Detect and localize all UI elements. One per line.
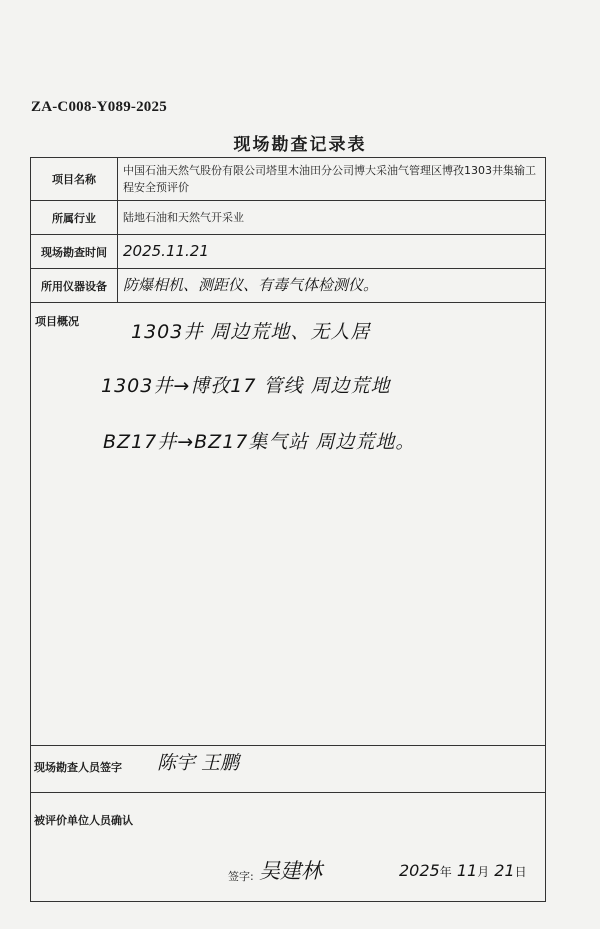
overview-line: BZ17井→BZ17集气站 周边荒地。 [103,431,416,453]
date-month: 11 [456,861,478,880]
table-row [31,158,546,201]
overview-label: 项目概况 [35,315,79,328]
industry-label: 所属行业 [31,201,118,235]
date-month-unit: 月 [477,865,490,879]
project-name-value: 中国石油天然气股份有限公司塔里木油田分公司博大采油气管理区博孜1303井集输工程安全预评价 [118,158,546,201]
confirmation-label: 被评价单位人员确认 [34,814,133,827]
confirmation-date [399,861,527,880]
equipment-label: 所用仪器设备 [31,269,118,303]
overview-line: 1303井 周边荒地、无人居 [131,321,371,343]
confirmation-cell [31,793,546,902]
page-title: 现场勘查记录表 [233,135,367,155]
table-row [31,746,546,793]
overview-cell [31,303,546,746]
industry-value: 陆地石油和天然气开采业 [118,201,546,235]
table-row [31,201,546,235]
overview-line: 1303井→博孜17 管线 周边荒地 [101,375,391,397]
survey-record-table [30,157,546,902]
date-day: 21 [494,861,515,880]
document-code: ZA-C008-Y089-2025 [31,99,167,115]
date-day-unit: 日 [514,865,527,879]
project-name-label: 项目名称 [31,158,118,201]
table-row [31,303,546,746]
survey-sign-cell [31,746,546,793]
table-row [31,793,546,902]
date-year-unit: 年 [439,865,452,879]
table-row [31,235,546,269]
signature-label: 签字: [228,870,254,883]
date-year: 2025 [399,861,440,880]
table-row [31,269,546,303]
survey-time-label: 现场勘查时间 [31,235,118,269]
survey-time-value: 2025.11.21 [118,235,546,269]
survey-sign-label: 现场勘查人员签字 [34,761,122,774]
confirmation-signature: 吴建林 [259,859,322,883]
survey-signatures: 陈宇 王鹏 [157,752,240,774]
equipment-value: 防爆相机、测距仪、有毒气体检测仪。 [118,269,546,303]
